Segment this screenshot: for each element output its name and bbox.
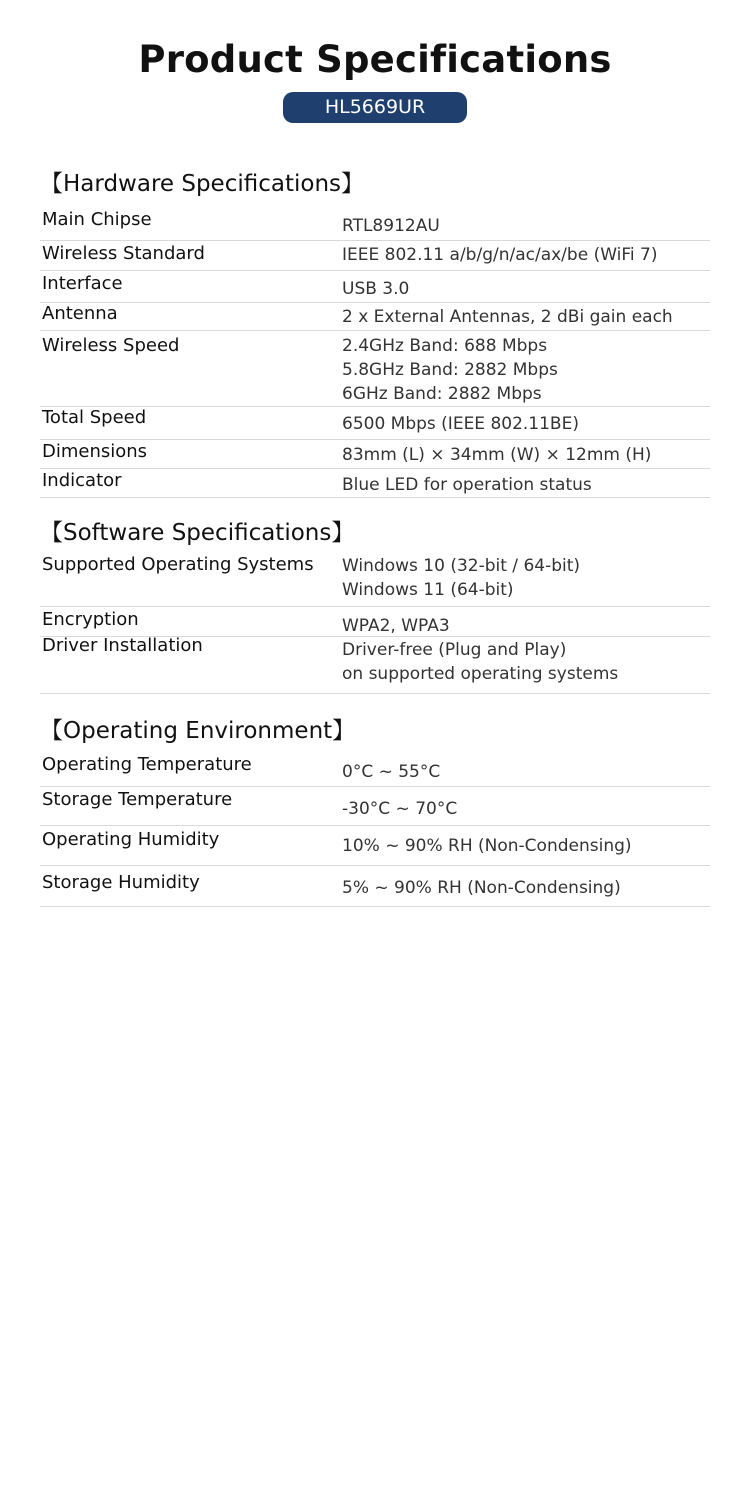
hardware-row-antenna [40, 303, 710, 331]
spec-value-line: 2 x External Antennas, 2 dBi gain each [342, 307, 673, 327]
spec-value-line: Blue LED for operation status [342, 475, 592, 495]
spec-value [342, 554, 580, 602]
spec-value-line: Driver-free (Plug and Play) [342, 640, 567, 660]
spec-value-line: Windows 11 (64-bit) [342, 580, 514, 600]
spec-value [342, 334, 558, 406]
spec-label: Dimensions [42, 441, 148, 462]
spec-value [342, 834, 632, 858]
hardware-row-wireless-standard [40, 241, 710, 271]
model-badge: HL5669UR [283, 92, 467, 123]
spec-value [342, 305, 673, 329]
spec-label: Main Chipse [42, 209, 152, 230]
spec-value-line: 0°C ~ 55°C [342, 762, 441, 782]
environment-section-title: 【Operating Environment】 [40, 718, 356, 744]
spec-label: Antenna [42, 303, 118, 324]
environment-row-storage-temperature [40, 787, 710, 826]
software-row-driver-installation [40, 637, 710, 694]
hardware-row-main-chipset [40, 205, 710, 241]
spec-value-line: 6GHz Band: 2882 Mbps [342, 384, 542, 404]
spec-value-line: 5% ~ 90% RH (Non-Condensing) [342, 878, 621, 898]
spec-label: Supported Operating Systems [42, 554, 314, 575]
spec-label: Encryption [42, 609, 139, 630]
spec-value [342, 614, 450, 638]
spec-value [342, 443, 651, 467]
spec-label: Storage Temperature [42, 789, 233, 810]
software-section-title: 【Software Specifications】 [40, 520, 355, 546]
spec-label: Storage Humidity [42, 872, 200, 893]
spec-value-line: 83mm (L) × 34mm (W) × 12mm (H) [342, 445, 652, 465]
hardware-row-interface [40, 271, 710, 303]
spec-label: Wireless Speed [42, 335, 180, 356]
spec-value-line: IEEE 802.11 a/b/g/n/ac/ax/be (WiFi 7) [342, 245, 658, 265]
spec-value-line: on supported operating systems [342, 664, 619, 684]
environment-row-operating-temperature [40, 750, 710, 787]
spec-label: Operating Humidity [42, 829, 220, 850]
hardware-section-title: 【Hardware Specifications】 [40, 171, 365, 197]
spec-value [342, 277, 409, 301]
spec-value [342, 473, 592, 497]
hardware-row-indicator [40, 469, 710, 498]
environment-row-storage-humidity [40, 866, 710, 907]
spec-label: Operating Temperature [42, 754, 252, 775]
spec-value-line: WPA2, WPA3 [342, 616, 450, 636]
spec-label: Total Speed [42, 407, 147, 428]
spec-value-line: USB 3.0 [342, 279, 410, 299]
software-row-encryption [40, 607, 710, 637]
spec-value [342, 797, 457, 821]
spec-value [342, 243, 657, 267]
spec-value-line: RTL8912AU [342, 216, 440, 236]
spec-value-line: 2.4GHz Band: 688 Mbps [342, 336, 548, 356]
spec-label: Indicator [42, 470, 122, 491]
spec-value-line: 5.8GHz Band: 2882 Mbps [342, 360, 558, 380]
hardware-row-total-speed [40, 407, 710, 440]
spec-value [342, 760, 440, 784]
spec-value [342, 876, 621, 900]
spec-value-line: 6500 Mbps (IEEE 802.11BE) [342, 414, 579, 434]
spec-label: Interface [42, 273, 123, 294]
hardware-row-dimensions [40, 440, 710, 469]
software-row-supported-os [40, 552, 710, 607]
spec-label: Driver Installation [42, 635, 203, 656]
page-title: Product Specifications [138, 38, 612, 81]
hardware-row-wireless-speed [40, 331, 710, 407]
spec-value-line: Windows 10 (32-bit / 64-bit) [342, 556, 581, 576]
spec-value [342, 214, 440, 238]
spec-label: Wireless Standard [42, 243, 205, 264]
spec-value-line: 10% ~ 90% RH (Non-Condensing) [342, 836, 632, 856]
spec-value-line: -30°C ~ 70°C [342, 799, 458, 819]
spec-value [342, 412, 579, 436]
spec-value [342, 638, 618, 686]
environment-row-operating-humidity [40, 826, 710, 866]
